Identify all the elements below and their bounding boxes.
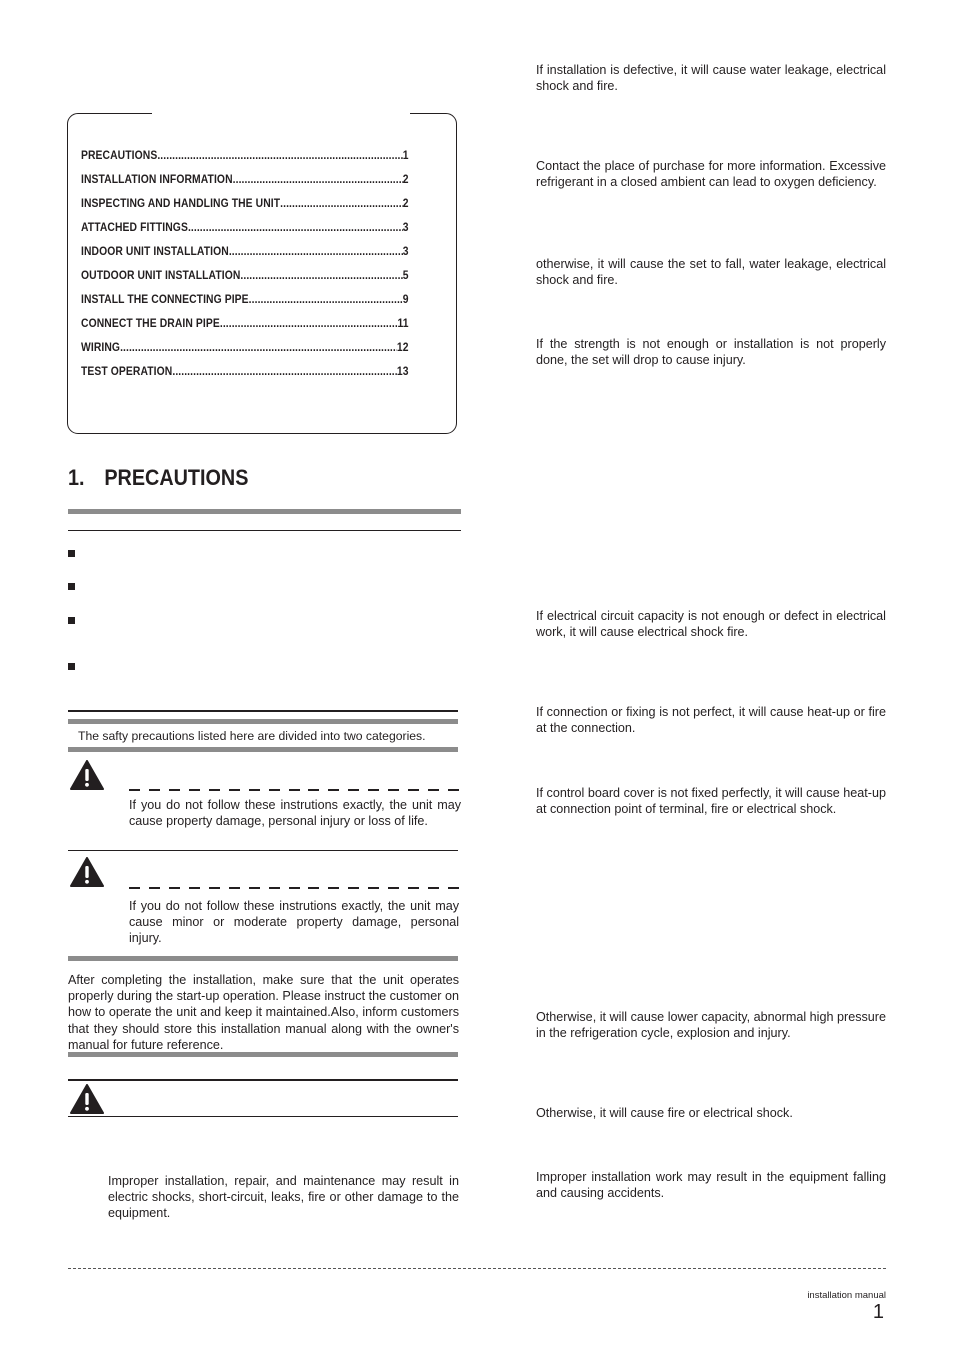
toc-entry-drain-pipe[interactable]: CONNECT THE DRAIN PIPE ..... 11	[81, 318, 409, 330]
right-paragraph: If installation is defective, it will cause water leakage, electrical shock and fire.	[536, 63, 886, 94]
warning-text: If you do not follow these instrutions exactly, the unit may cause property damage, personal injury or loss of life.	[129, 798, 461, 829]
toc-entry-wiring[interactable]: WIRING ..... 12	[81, 342, 409, 354]
improper-install-text: Improper installation, repair, and maintenance may result in electric shocks, short-circuit, leaks, fire or other damage to the equipment.	[108, 1174, 459, 1221]
right-paragraph: If electrical circuit capacity is not enough or defect in electrical work, it will cause electrical shock fire.	[536, 609, 886, 640]
right-paragraph: Improper installation work may result in the equipment falling and causing accidents.	[536, 1170, 886, 1201]
footer-divider	[68, 1268, 886, 1269]
toc-entry-installation-information[interactable]: INSTALLATION INFORMATION ..... 2	[81, 174, 409, 186]
warning-icon	[70, 1084, 104, 1114]
caution-icon	[70, 857, 104, 887]
right-paragraph: Otherwise, it will cause lower capacity, abnormal high pressure in the refrigeration cycle, explosion and injury.	[536, 1010, 886, 1041]
grey-bar	[68, 719, 458, 724]
warning-dash-line	[129, 789, 459, 791]
page-number: 1	[872, 1301, 884, 1323]
after-install-text: After completing the installation, make sure that the unit operates properly during the start-up operation. Please instruct the customer on how to operate the unit and keep it maintained.Also, inform customers that they should store this installation manual along with the owner's manual for future reference.	[68, 973, 459, 1052]
toc-box-gap	[152, 110, 410, 118]
footer-label: installation manual	[807, 1290, 886, 1301]
bullet-marker	[68, 583, 75, 590]
right-paragraph: If connection or fixing is not perfect, it will cause heat-up or fire at the connection.	[536, 705, 886, 736]
divider	[68, 1116, 458, 1117]
bullet-marker	[68, 663, 75, 670]
section-heading	[68, 465, 248, 491]
bullet-marker	[68, 617, 75, 624]
right-paragraph: otherwise, it will cause the set to fall, water leakage, electrical shock and fire.	[536, 257, 886, 288]
right-paragraph: If the strength is not enough or installation is not properly done, the set will drop to cause injury.	[536, 337, 886, 368]
caution-text: If you do not follow these instrutions exactly, the unit may cause minor or moderate property damage, personal injury.	[129, 899, 459, 946]
bullet-marker	[68, 550, 75, 557]
section-title: PRECAUTIONS	[104, 465, 249, 490]
toc-entry-connecting-pipe[interactable]: INSTALL THE CONNECTING PIPE ..... 9	[81, 294, 409, 306]
section-number: 1.	[68, 465, 85, 490]
divider	[68, 530, 461, 531]
right-paragraph: If control board cover is not fixed perfectly, it will cause heat-up at connection point of terminal, fire or electrical shock.	[536, 786, 886, 817]
caution-dash-line	[129, 887, 459, 889]
toc-entry-precautions[interactable]: PRECAUTIONS ..... 1	[81, 150, 409, 162]
grey-bar	[68, 956, 458, 961]
warning-icon	[70, 760, 104, 790]
right-paragraph: Contact the place of purchase for more information. Excessive refrigerant in a closed ambient can lead to oxygen deficiency.	[536, 159, 886, 190]
right-paragraph: Otherwise, it will cause fire or electrical shock.	[536, 1106, 793, 1120]
toc-entry-test-operation[interactable]: TEST OPERATION ..... 13	[81, 366, 409, 378]
toc-entry-attached-fittings[interactable]: ATTACHED FITTINGS ..... 3	[81, 222, 409, 234]
grey-bar	[68, 1052, 458, 1057]
toc-entry-outdoor-unit[interactable]: OUTDOOR UNIT INSTALLATION ..... 5	[81, 270, 409, 282]
divider	[68, 710, 458, 712]
heading-grey-bar	[68, 509, 461, 514]
divider	[68, 850, 458, 851]
divider	[68, 1079, 458, 1081]
toc-entry-indoor-unit[interactable]: INDOOR UNIT INSTALLATION ..... 3	[81, 246, 409, 258]
toc-entry-inspecting-handling[interactable]: INSPECTING AND HANDLING THE UNIT ..... 2	[81, 198, 409, 210]
grey-bar	[68, 747, 458, 752]
categories-note: The safty precautions listed here are divided into two categories.	[78, 729, 426, 743]
